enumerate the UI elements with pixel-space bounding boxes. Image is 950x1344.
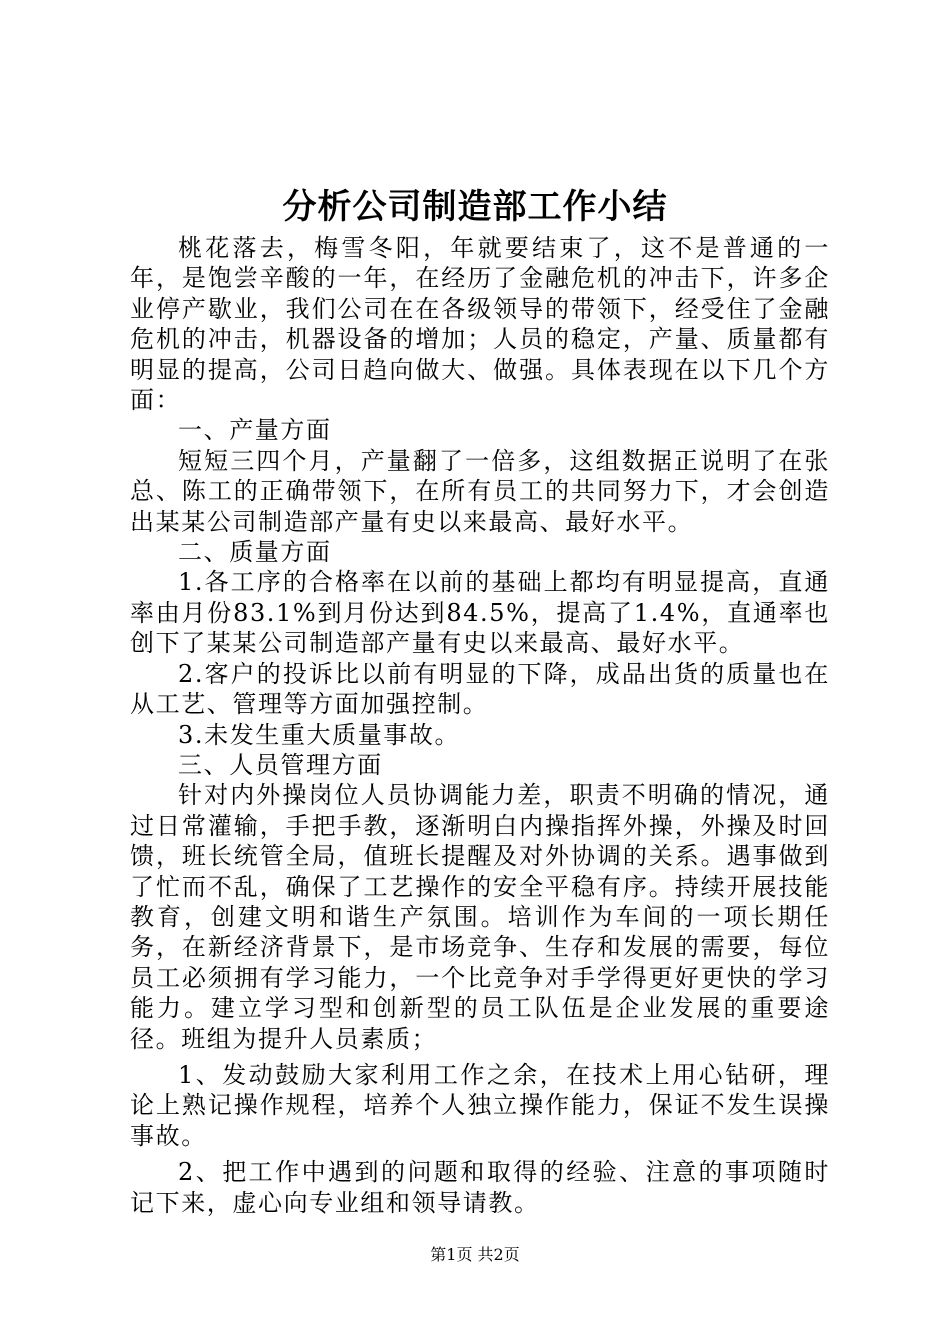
quality-item-1: 1.各工序的合格率在以前的基础上都均有明显提高，直通率由月份83.1%到月份达到84.5%，提高了1.4%，直通率也创下了某某公司制造部产量有史以来最高、最好水平。 bbox=[130, 568, 830, 658]
page-footer: 第1页 共2页 bbox=[430, 1245, 520, 1264]
section-heading-output: 一、产量方面 bbox=[178, 416, 332, 445]
quality-item-2: 2.客户的投诉比以前有明显的下降，成品出货的质量也在从工艺、管理等方面加强控制。 bbox=[130, 659, 830, 719]
document-title: 分析公司制造部工作小结 bbox=[282, 187, 668, 227]
personnel-paragraph: 针对内外操岗位人员协调能力差，职责不明确的情况，通过日常灌输，手把手教，逐渐明白内操指挥外操，外操及时回馈，班长统管全局，值班长提醒及对外协调的关系。遇事做到了忙而不乱，确保了工艺操作的安全平稳有序。持续开展技能教育，创建文明和谐生产氛围。培训作为车间的一项长期任务，在新经济背景下，是市场竞争、生存和发展的需要，每位员工必须拥有学习能力，一个比竞争对手学得更好更快的学习能力。建立学习型和创新型的员工队伍是企业发展的重要途径。班组为提升人员素质； bbox=[130, 781, 830, 1053]
document-body bbox=[130, 233, 830, 1218]
quality-item-3: 3.未发生重大质量事故。 bbox=[178, 720, 461, 749]
intro-paragraph: 桃花落去，梅雪冬阳，年就要结束了，这不是普通的一年，是饱尝辛酸的一年，在经历了金融危机的冲击下，许多企业停产歇业，我们公司在在各级领导的带领下，经受住了金融危机的冲击，机器设备的增加；人员的稳定，产量、质量都有明显的提高，公司日趋向做大、做强。具体表现在以下几个方面： bbox=[130, 234, 830, 415]
personnel-item-1: 1、发动鼓励大家利用工作之余，在技术上用心钻研，理论上熟记操作规程，培养个人独立操作能力，保证不发生误操事故。 bbox=[130, 1060, 830, 1150]
output-paragraph: 短短三四个月，产量翻了一倍多，这组数据正说明了在张总、陈工的正确带领下，在所有员工的共同努力下，才会创造出某某公司制造部产量有史以来最高、最好水平。 bbox=[130, 446, 830, 536]
section-heading-quality: 二、质量方面 bbox=[178, 538, 332, 567]
section-heading-personnel: 三、人员管理方面 bbox=[178, 750, 383, 779]
personnel-item-2: 2、把工作中遇到的问题和取得的经验、注意的事项随时记下来，虚心向专业组和领导请教。 bbox=[130, 1158, 830, 1217]
